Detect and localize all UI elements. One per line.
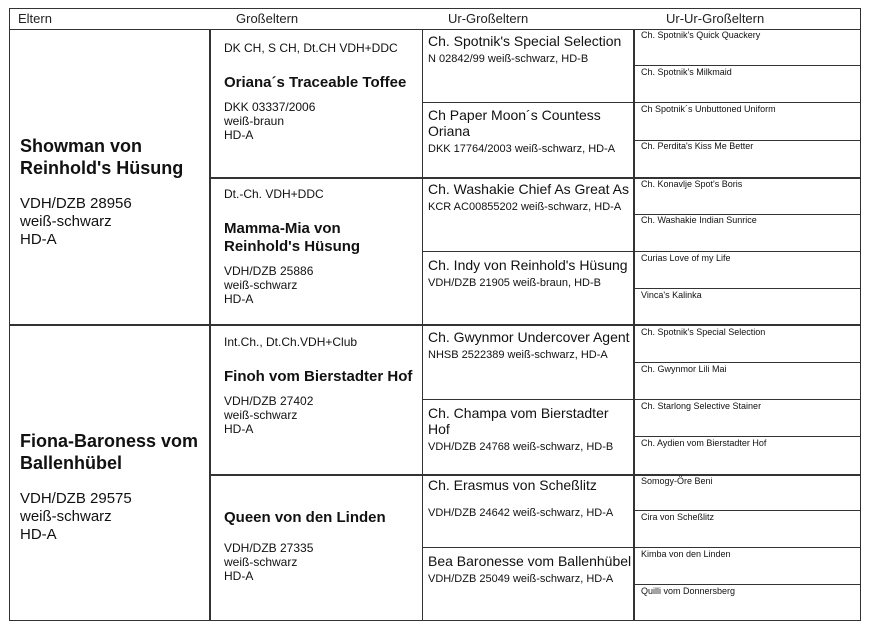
grandparent: [224, 187, 420, 306]
great-grandparent-name: Ch. Gwynmor Undercover Agent: [428, 329, 630, 345]
row-divider-ggg: [634, 65, 860, 66]
great-great-grandparent: Kimba von den Linden: [641, 549, 731, 559]
grandparent-details: [224, 541, 420, 583]
great-great-grandparent: Ch. Spotnik's Special Selection: [641, 327, 766, 337]
parent-sire: [20, 135, 206, 249]
great-great-grandparent: Ch. Starlong Selective Stainer: [641, 401, 762, 411]
great-grandparent-name: Ch Paper Moon´s Countess Oriana: [428, 107, 601, 139]
row-divider-ggg: [634, 288, 860, 289]
great-grandparent-details: DKK 17764/2003 weiß-schwarz, HD-A: [428, 143, 616, 155]
great-great-grandparent: Quilli vom Donnersberg: [641, 586, 736, 596]
grandparent-color: weiß-schwarz: [224, 555, 298, 569]
great-great-grandparent: Ch Spotnik´s Unbuttoned Uniform: [641, 104, 776, 114]
row-divider-great-grandparents: [423, 547, 860, 548]
grandparent-registration: VDH/DZB 27402: [224, 394, 314, 408]
great-grandparent: [428, 33, 632, 66]
great-grandparent-details: KCR AC00855202 weiß-schwarz, HD-A: [428, 201, 622, 213]
parent-dam: [20, 430, 206, 544]
pedigree-table: [9, 8, 861, 621]
grandparent-color: weiß-braun: [224, 114, 285, 128]
great-grandparent-name: Ch. Spotnik's Special Selection: [428, 33, 622, 49]
parent-hd: HD-A: [20, 231, 57, 248]
great-grandparent: [428, 329, 632, 362]
grandparent: [224, 335, 420, 436]
row-divider-ggg: [634, 362, 860, 363]
great-great-grandparent: Ch. Konavlje Spot's Boris: [641, 179, 743, 189]
header-parents: Eltern: [18, 11, 52, 26]
grandparent-color: weiß-schwarz: [224, 408, 298, 422]
row-divider-ggg: [634, 436, 860, 437]
row-divider-ggg: [634, 510, 860, 511]
great-grandparent: [428, 477, 632, 520]
grandparent-details: [224, 264, 420, 306]
grandparent-name: Mamma-Mia von Reinhold's Hüsung: [224, 220, 361, 255]
parent-details: [20, 490, 206, 544]
parent-hd: HD-A: [20, 526, 57, 543]
row-divider-great-grandparents: [423, 102, 860, 103]
grandparent-registration: VDH/DZB 25886: [224, 264, 314, 278]
great-grandparent-name: Ch. Champa vom Bierstadter Hof: [428, 405, 609, 437]
header-grandparents: Großeltern: [236, 11, 299, 26]
great-grandparent-details: VDH/DZB 21905 weiß-braun, HD-B: [428, 277, 602, 289]
parent-name: Fiona-Baroness vom Ballenhübel: [20, 431, 199, 473]
row-divider-parents: [10, 324, 860, 326]
row-divider-great-grandparents: [423, 399, 860, 400]
grandparent-color: weiß-schwarz: [224, 278, 298, 292]
header-great-grandparents: Ur-Großeltern: [448, 11, 529, 26]
great-great-grandparent: Ch. Spotnik's Quick Quackery: [641, 30, 761, 40]
great-great-grandparent: Ch. Washakie Indian Sunrice: [641, 215, 757, 225]
great-grandparent-name: Ch. Washakie Chief As Great As: [428, 181, 630, 197]
great-great-grandparent: Ch. Spotnik's Milkmaid: [641, 67, 732, 77]
grandparent: [224, 41, 420, 142]
grandparent-name: Finoh vom Bierstadter Hof: [224, 368, 413, 385]
great-great-grandparent: Ch. Aydien vom Bierstadter Hof: [641, 438, 767, 448]
great-grandparent-details: VDH/DZB 24768 weiß-schwarz, HD-B: [428, 441, 614, 453]
great-grandparent: [428, 181, 632, 214]
parent-details: [20, 195, 206, 249]
great-grandparent: [428, 257, 632, 290]
row-divider-great-grandparents: [423, 251, 860, 252]
great-grandparent-details: VDH/DZB 25049 weiß-schwarz, HD-A: [428, 573, 614, 585]
great-grandparent-details: VDH/DZB 24642 weiß-schwarz, HD-A: [428, 507, 614, 519]
grandparent-details: [224, 100, 420, 142]
parent-registration: VDH/DZB 28956: [20, 195, 132, 212]
grandparent-name: Oriana´s Traceable Toffee: [224, 74, 407, 91]
grandparent-hd: HD-A: [224, 128, 254, 142]
parent-color: weiß-schwarz: [20, 508, 112, 525]
great-grandparent: [428, 405, 632, 454]
parent-registration: VDH/DZB 29575: [20, 490, 132, 507]
great-great-grandparent: Somogy-Öre Beni: [641, 476, 713, 486]
grandparent-titles: Int.Ch., Dt.Ch.VDH+Club: [224, 335, 358, 349]
great-grandparent: [428, 553, 632, 586]
grandparent-name: Queen von den Linden: [224, 509, 386, 526]
great-great-grandparent: Ch. Gwynmor Lili Mai: [641, 364, 727, 374]
great-grandparent-name: Bea Baronesse vom Ballenhübel: [428, 553, 632, 569]
header-great-great-grandparents: Ur-Ur-Großeltern: [666, 11, 765, 26]
great-grandparent: [428, 107, 632, 156]
grandparent-titles: Dt.-Ch. VDH+DDC: [224, 187, 324, 201]
grandparent-hd: HD-A: [224, 292, 254, 306]
great-great-grandparent: Cira von Scheßlitz: [641, 512, 715, 522]
grandparent-hd: HD-A: [224, 569, 254, 583]
great-grandparent-name: Ch. Indy von Reinhold's Hüsung: [428, 257, 628, 273]
parent-color: weiß-schwarz: [20, 213, 112, 230]
great-great-grandparent: Ch. Perdita's Kiss Me Better: [641, 141, 754, 151]
great-grandparent-details: N 02842/99 weiß-schwarz, HD-B: [428, 53, 589, 65]
row-divider-ggg: [634, 584, 860, 585]
grandparent-hd: HD-A: [224, 422, 254, 436]
great-grandparent-name: Ch. Erasmus von Scheßlitz: [428, 477, 597, 493]
grandparent-registration: DKK 03337/2006: [224, 100, 316, 114]
grandparent-titles: DK CH, S CH, Dt.CH VDH+DDC: [224, 41, 398, 55]
great-great-grandparent: Vinca's Kalinka: [641, 290, 702, 300]
grandparent-details: [224, 394, 420, 436]
parent-name: Showman von Reinhold's Hüsung: [20, 136, 184, 178]
great-great-grandparent: Curias Love of my Life: [641, 253, 731, 263]
great-grandparent-details: NHSB 2522389 weiß-schwarz, HD-A: [428, 349, 608, 361]
grandparent: [224, 491, 420, 583]
grandparent-registration: VDH/DZB 27335: [224, 541, 314, 555]
